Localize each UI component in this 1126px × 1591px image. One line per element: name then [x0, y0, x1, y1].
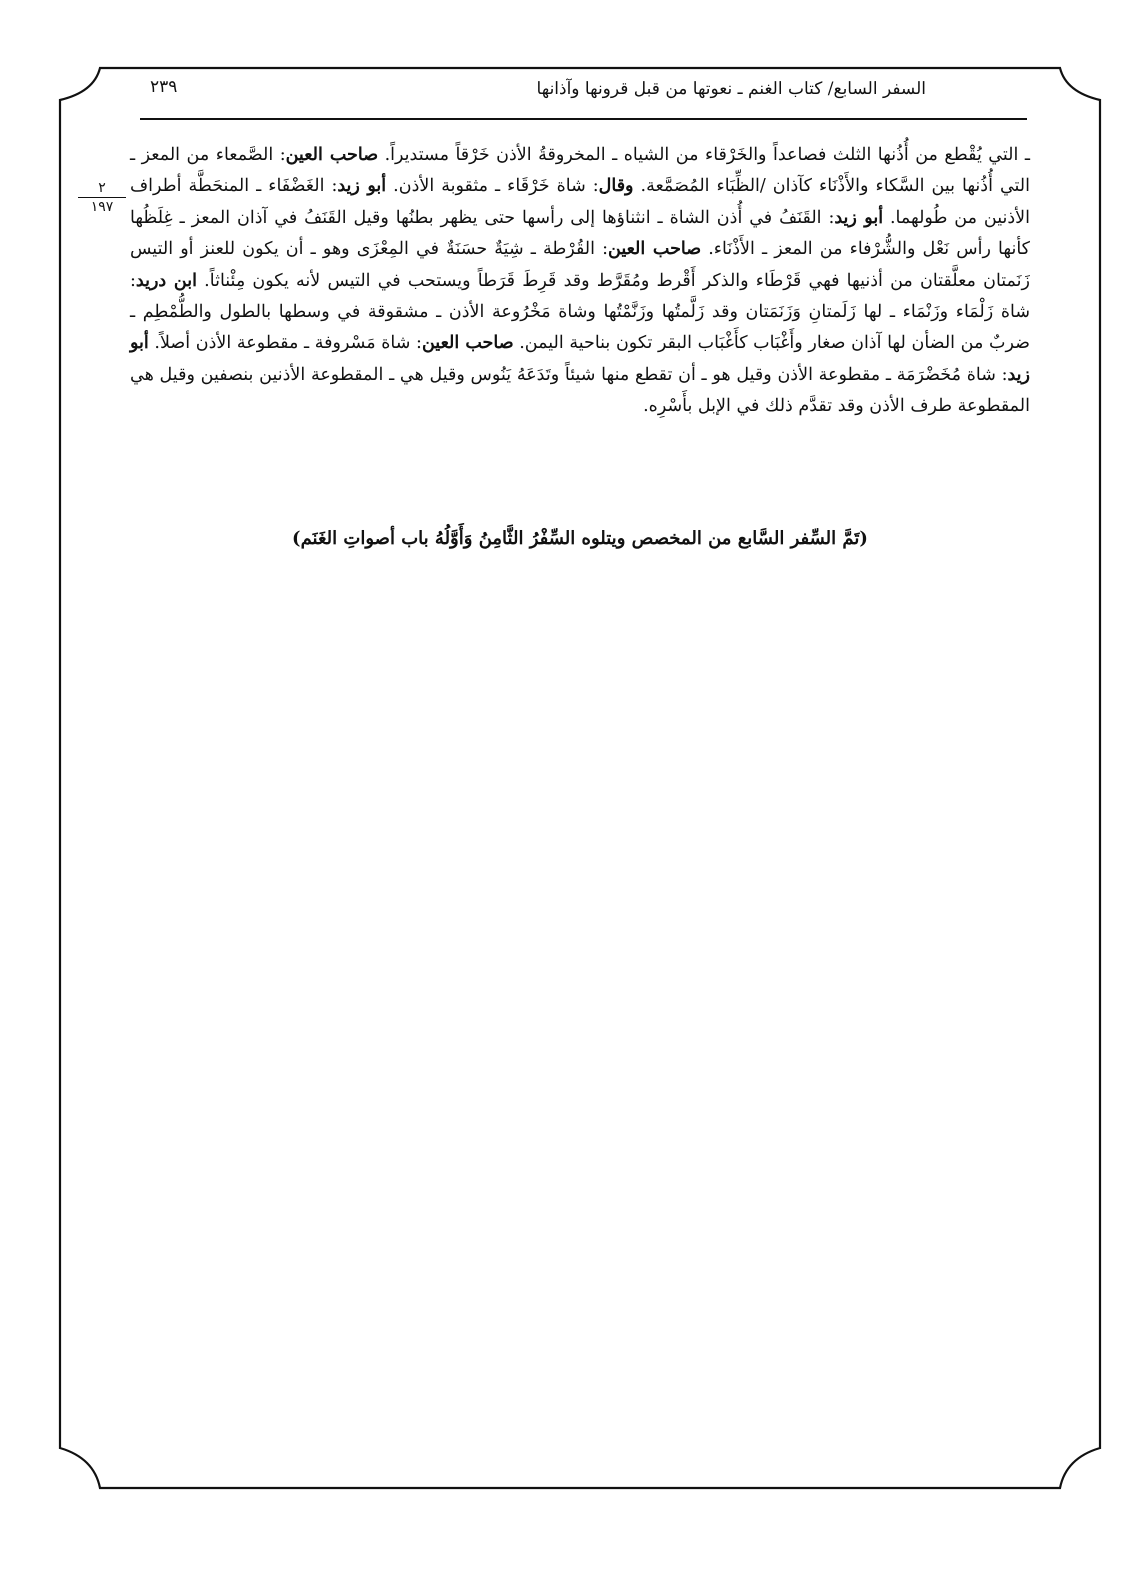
- body-segment: ـ التي يُقْطع من أُذُنها الثلث فصاعداً والخَرْقاء من الشياه ـ المخروقةُ الأذن خَرْقاً مستديراً.: [378, 145, 1030, 165]
- body-segment: : الغَضْفَاء ـ المنحَطَّة أطراف الأذنين من طُولهما.: [130, 176, 1030, 228]
- margin-reference: [78, 180, 126, 215]
- speaker-name: ابن دريد: [135, 270, 197, 291]
- body-segment: : الصَّمعاء من المعز ـ التي أُذُنها بين السَّكاء والأَذْنَاء كآذان /الظِّبَاء المُصَمَّعة.: [130, 145, 1030, 197]
- speaker-name: صاحب العين: [608, 239, 702, 260]
- running-header-title: السفر السابع/ كتاب الغنم ـ نعوتها من قبل قرونها وآذانها: [536, 79, 926, 99]
- speaker-name: أبو زيد: [130, 333, 1030, 385]
- speaker-name: أبو زيد: [337, 176, 387, 197]
- speaker-name: أبو زيد: [834, 207, 884, 228]
- header-rule: [140, 118, 1027, 120]
- body-text: [130, 140, 1030, 423]
- body-segment: : القَنَفُ في أُذن الشاة ـ انثناؤها إلى رأسها حتى يظهر بطنُها وقيل القَنَفُ في آذان المعز ـ غِلَظُها كأنها رأس نَعْل والشُّرْفاء من المعز ـ الأَذْنَاء.: [130, 207, 1030, 260]
- page-number: ٢٣٩: [150, 77, 178, 97]
- body-segment: : شاة زَلْمَاء وزَنْمَاء ـ لها زَلَمتانِ وَزَنَمَتان وقد زَلَّمتُها وزَنَّمْتُها وشاة مَخْرُوعة الأذن ـ مشقوقة في وسطها بالطول والطُّمْطِم ـ ضربٌ من الضأن لها آذان صغار وأَغْبَاب كأَغْبَاب البقر تكون بناحية اليمن.: [130, 270, 1030, 354]
- body-segment: : شاة خَرْقَاء ـ مثقوبة الأذن.: [386, 176, 599, 197]
- margin-reference-denominator: ١٩٧: [90, 199, 114, 215]
- closing-note: (تَمَّ السِّفر السَّابع من المخصص ويتلوه السِّفْرُ الثَّامِنُ وَأَوَّلُهُ باب أصواتِ الغَنَم): [292, 528, 868, 549]
- speaker-name: صاحب العين: [421, 333, 514, 354]
- body-segment: : القُرْطة ـ شِيَةٌ حسَنَةٌ في المِعْزَى وهو ـ أن يكون للعنز أو التيس زَنَمتان معلَّقتان من أذنيها فهي قَرْطَاء والذكر أَقْرط ومُقَرَّط وقد قَرِطَ قَرَطاً ويستحب في التيس لأنه يكون مِئْناثاً.: [130, 239, 1030, 291]
- body-segment: : شاة مُخَضْرَمَة ـ مقطوعة الأذن وقيل هو ـ أن تقطع منها شيئاً وتَدَعَهُ يَنُوس وقيل هي ـ المقطوعة الأذنين بنصفين وقيل هي المقطوعة طرف الأذن وقد تقدَّم ذلك في الإبل بأَسْرِه.: [130, 364, 1030, 417]
- body-paragraph: [130, 140, 1030, 423]
- speaker-name: صاحب العين: [285, 145, 379, 165]
- speaker-name: وقال: [598, 176, 634, 197]
- body-segment: : شاة مَسْروفة ـ مقطوعة الأذن أصلاً.: [148, 333, 422, 354]
- margin-reference-numerator: ٢: [78, 180, 126, 198]
